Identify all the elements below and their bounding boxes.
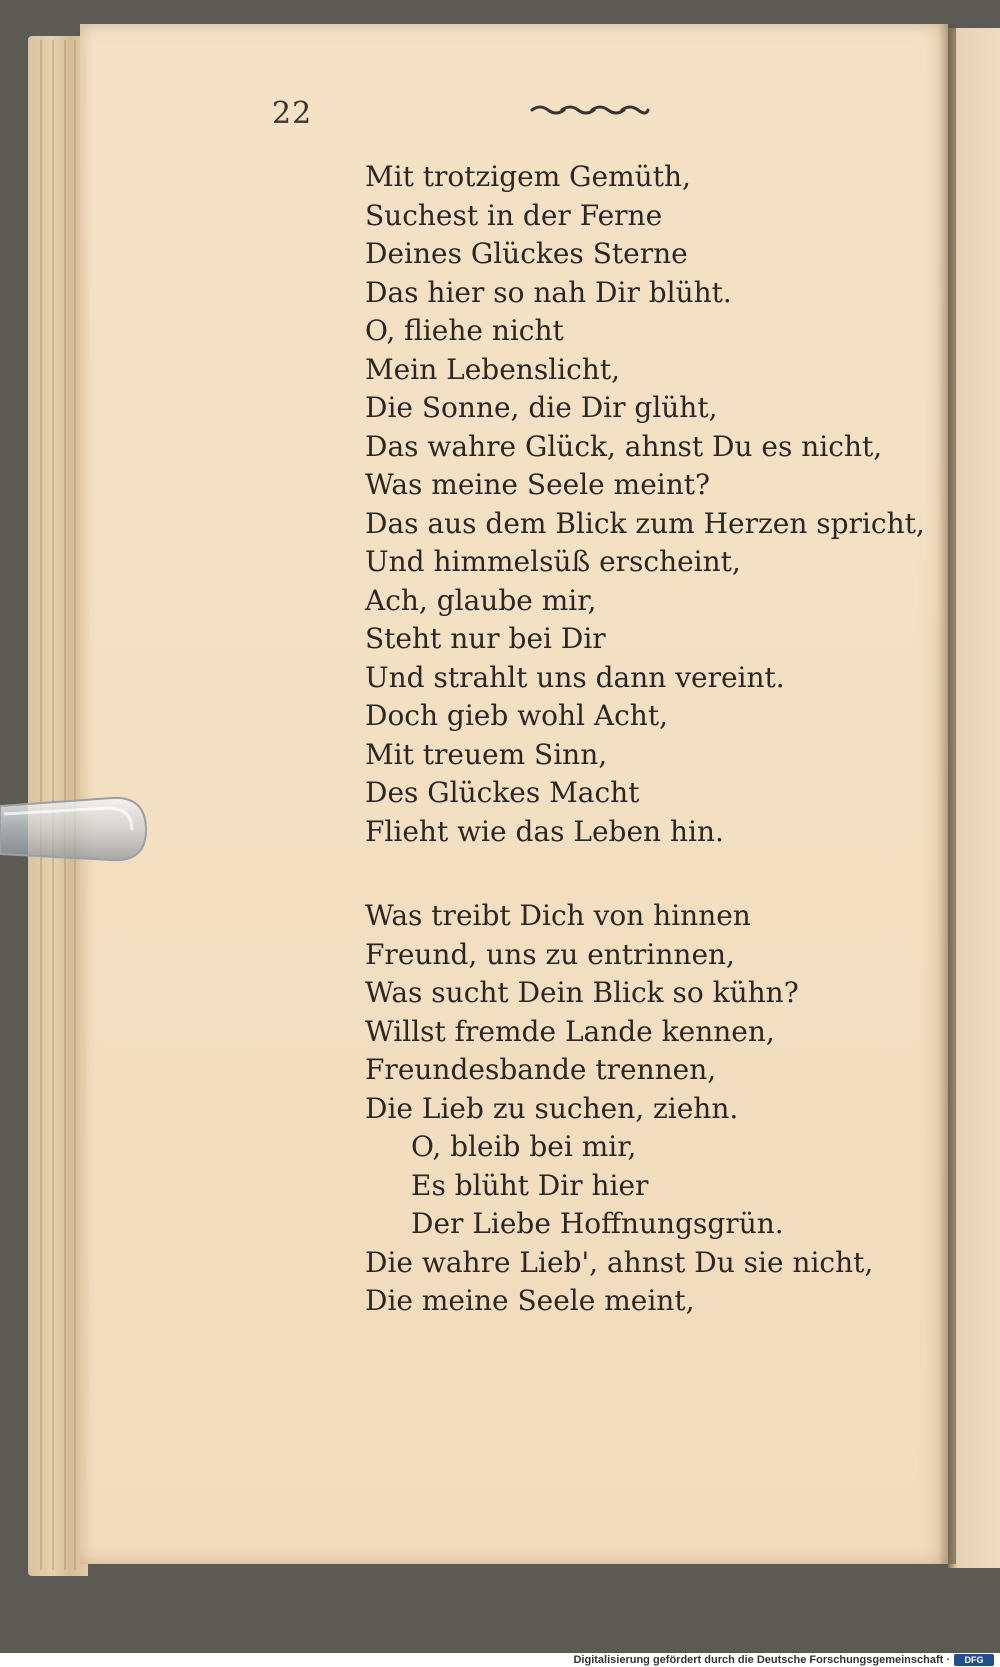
verse-line: Mein Lebenslicht, xyxy=(365,352,620,386)
verse-line: O, fliehe nicht xyxy=(365,314,564,347)
gutter-shadow xyxy=(938,24,956,1564)
stanza-1 xyxy=(365,158,925,851)
verse-line-indented: Es blüht Dir hier xyxy=(411,1168,649,1202)
verse-line-indented: O, bleib bei mir, xyxy=(411,1130,637,1163)
verse-line: Suchest in der Ferne xyxy=(365,198,663,232)
verse-line: Flieht wie das Leben hin. xyxy=(365,814,724,848)
verse-line: Steht nur bei Dir xyxy=(365,622,606,655)
verse-line: Was meine Seele meint? xyxy=(365,468,711,501)
page-number: 22 xyxy=(272,96,313,131)
verse-line: Freundesbande trennen, xyxy=(365,1053,717,1086)
verse-line: Und strahlt uns dann vereint. xyxy=(365,660,785,694)
verse-line: Doch gieb wohl Acht, xyxy=(365,699,668,732)
dfg-logo: DFG xyxy=(954,1654,994,1666)
verse-line: Das hier so nah Dir blüht. xyxy=(365,275,732,309)
funding-credit: Digitalisierung gefördert durch die Deutsche Forschungsgemeinschaft · xyxy=(573,1654,950,1666)
verse-line-indented: Der Liebe Hoffnungsgrün. xyxy=(411,1207,784,1240)
verse-line: Die wahre Lieb', ahnst Du sie nicht, xyxy=(365,1245,874,1279)
verse-line: Mit treuem Sinn, xyxy=(365,737,608,771)
verse-line: Und himmelsüß erscheint, xyxy=(365,545,741,578)
verse-line: Des Glückes Macht xyxy=(365,776,640,809)
verse-line: Das aus dem Blick zum Herzen spricht, xyxy=(365,506,925,540)
verse-line: Die Lieb zu suchen, ziehn. xyxy=(365,1091,739,1125)
wavy-rule-ornament-icon xyxy=(530,100,650,120)
verse-line: Willst fremde Lande kennen, xyxy=(365,1014,775,1048)
verse-line: Das wahre Glück, ahnst Du es nicht, xyxy=(365,429,883,463)
verse-line: Was sucht Dein Blick so kühn? xyxy=(365,976,799,1009)
stanza-2 xyxy=(365,897,873,1321)
verse-line: Ach, glaube mir, xyxy=(365,583,597,617)
verse-line: Freund, uns zu entrinnen, xyxy=(365,937,735,971)
verse-line: Die Sonne, die Dir glüht, xyxy=(365,391,718,424)
verse-line: Die meine Seele meint, xyxy=(365,1284,695,1317)
verse-line: Deines Glückes Sterne xyxy=(365,237,688,270)
verse-line: Mit trotzigem Gemüth, xyxy=(365,160,691,193)
page-clip-icon xyxy=(0,792,150,872)
verse-line: Was treibt Dich von hinnen xyxy=(365,899,751,932)
